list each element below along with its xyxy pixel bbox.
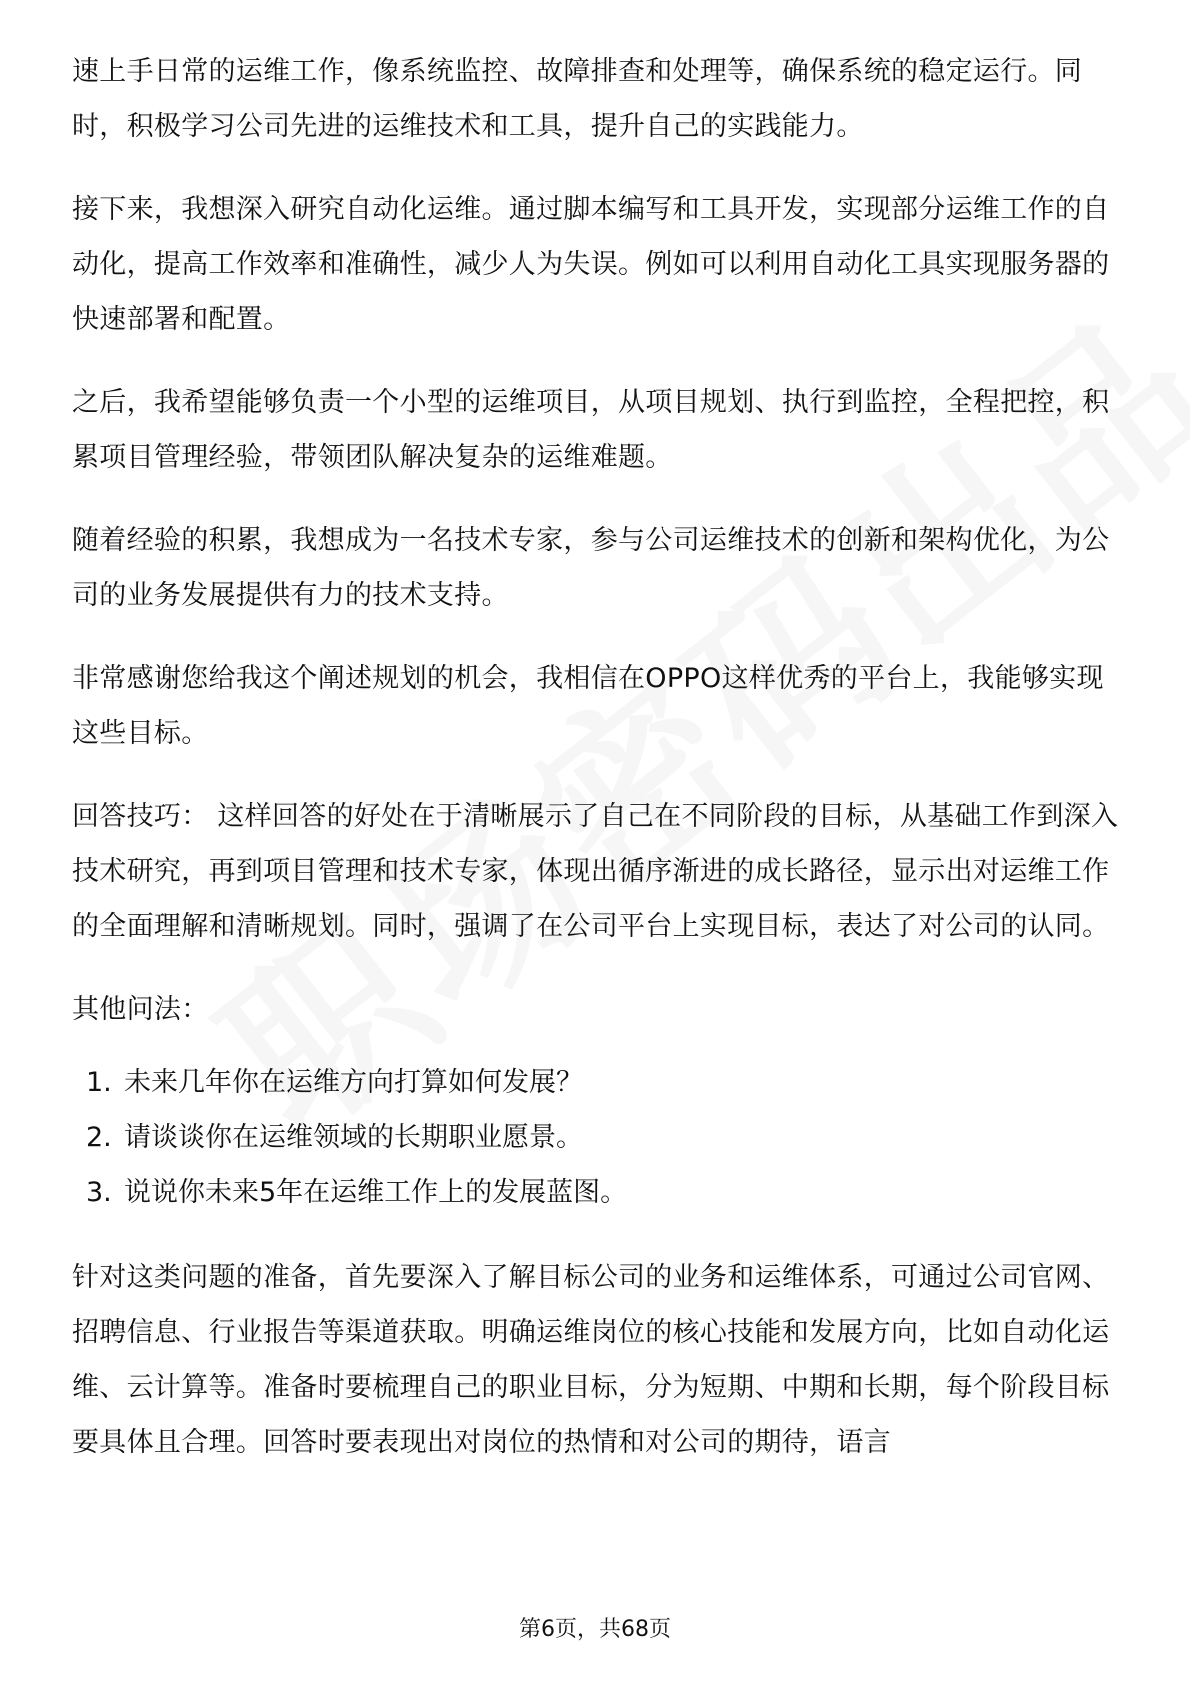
page-number: 第6页，共68页	[519, 1617, 671, 1642]
list-number: 1.	[86, 1067, 112, 1098]
other-questions-list	[72, 1055, 1120, 1220]
list-number: 2.	[86, 1122, 112, 1153]
document-body	[72, 44, 1120, 1498]
other-questions-heading: 其他问法：	[72, 994, 209, 1025]
list-item	[72, 1110, 1120, 1165]
paragraph-1: 速上手日常的运维工作，像系统监控、故障排查和处理等，确保系统的稳定运行。同时，积极学习公司先进的运维技术和工具，提升自己的实践能力。	[72, 56, 1083, 142]
list-item	[72, 1055, 1120, 1110]
answer-tips-paragraph: 回答技巧： 这样回答的好处在于清晰展示了自己在不同阶段的目标，从基础工作到深入技术研究，再到项目管理和技术专家，体现出循序渐进的成长路径，显示出对运维工作的全面理解和清晰规划。同时，强调了在公司平台上实现目标，表达了对公司的认同。	[72, 801, 1119, 942]
list-text: 未来几年你在运维方向打算如何发展？	[124, 1067, 583, 1098]
paragraph-3: 之后，我希望能够负责一个小型的运维项目，从项目规划、执行到监控，全程把控，积累项目管理经验，带领团队解决复杂的运维难题。	[72, 387, 1110, 473]
closing-paragraph: 针对这类问题的准备，首先要深入了解目标公司的业务和运维体系，可通过公司官网、招聘信息、行业报告等渠道获取。明确运维岗位的核心技能和发展方向，比如自动化运维、云计算等。准备时要梳理自己的职业目标，分为短期、中期和长期，每个阶段目标要具体且合理。回答时要表现出对岗位的热情和对公司的期待，语言	[72, 1262, 1110, 1458]
list-item	[72, 1165, 1120, 1220]
list-text: 请谈谈你在运维领域的长期职业愿景。	[124, 1122, 583, 1153]
paragraph-2: 接下来，我想深入研究自动化运维。通过脚本编写和工具开发，实现部分运维工作的自动化，提高工作效率和准确性，减少人为失误。例如可以利用自动化工具实现服务器的快速部署和配置。	[72, 194, 1110, 335]
paragraph-4: 随着经验的积累，我想成为一名技术专家，参与公司运维技术的创新和架构优化，为公司的业务发展提供有力的技术支持。	[72, 525, 1110, 611]
paragraph-5: 非常感谢您给我这个阐述规划的机会，我相信在OPPO这样优秀的平台上，我能够实现这些目标。	[72, 663, 1104, 749]
list-number: 3.	[86, 1177, 112, 1208]
list-text: 说说你未来5年在运维工作上的发展蓝图。	[124, 1177, 628, 1208]
